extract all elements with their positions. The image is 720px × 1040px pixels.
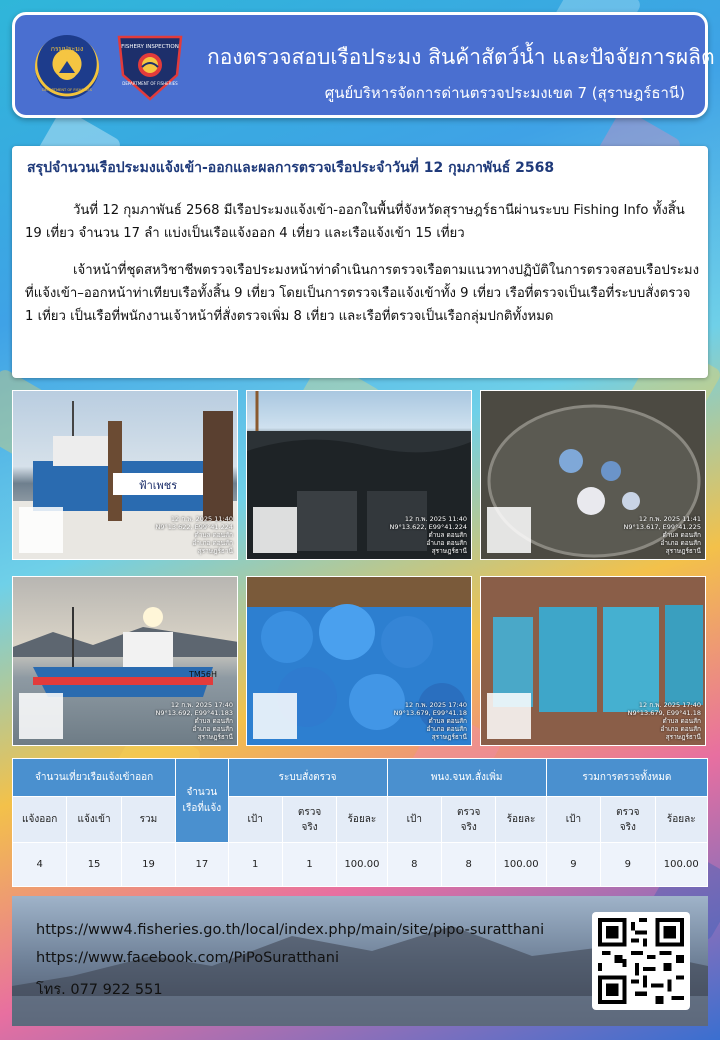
- cell-total-target: 9: [546, 843, 600, 887]
- subheader-in: แจ้งเข้า: [67, 797, 121, 843]
- map-thumbnail: [487, 693, 531, 739]
- photo-gps-stamp: 12 ก.พ. 2025 11:40 N9°13.622, E99°41.224 ตำบล ดอนสัก อำเภอ ดอนสัก สุราษฎร์ธานี: [389, 515, 467, 555]
- cell-in: 15: [67, 843, 121, 887]
- footer-contact-panel: [12, 896, 708, 1026]
- photo-fish-blocks: [480, 576, 706, 746]
- department-of-fisheries-logo: [35, 35, 99, 99]
- subheader-percent: ร้อยละ: [496, 797, 546, 843]
- map-thumbnail: [253, 693, 297, 739]
- summary-paragraph-1: วันที่ 12 กุมภาพันธ์ 2568 มีเรือประมงแจ้งเข้า-ออกในพื้นที่จังหวัดสุราษฎร์ธานีผ่านระบบ Fishing Info ทั้งสิ้น 19 เที่ยว จำนวน 17 ลำ แบ่งเป็นเรือแจ้งออก 4 เที่ยว และเรือแจ้งเข้า 15 เที่ยว: [25, 203, 685, 241]
- map-thumbnail: [487, 507, 531, 553]
- subheader-percent: ร้อยละ: [337, 797, 387, 843]
- photo-boat-sunset: [12, 576, 238, 746]
- page-subtitle: ศูนย์บริหารจัดการด่านตรวจประมงเขต 7 (สุราษฎร์ธานี): [324, 84, 685, 102]
- photo-gps-stamp: 12 ก.พ. 2025 17:40 N9°13.692, E99°41.183 ตำบล ดอนสัก อำเภอ ดอนสัก สุราษฎร์ธานี: [155, 701, 233, 741]
- summary-paragraph-2: เจ้าหน้าที่ชุดสหวิชาชีพตรวจเรือประมงหน้าท่าดำเนินการตรวจเรือตามแนวทางปฏิบัติในการตรวจสอบเรือประมงที่แจ้งเข้า–ออกหน้าท่าเทียบเรือทั้งสิ้น 9 เที่ยว โดยเป็นการตรวจเรือแจ้งเข้าทั้ง 9 เที่ยว เรือที่ตรวจเป็นเรือที่ระบบสั่งตรวจ 1 เที่ยว เป็นเรือที่พนักงานเจ้าหน้าที่สั่งตรวจเพิ่ม 8 เที่ยว และเรือที่ตรวจเป็นเรือกลุ่มปกติทั้งหมด: [25, 263, 700, 324]
- cell-out: 4: [13, 843, 67, 887]
- qr-code[interactable]: [592, 912, 690, 1010]
- map-thumbnail: [19, 693, 63, 739]
- table-row: [13, 843, 708, 887]
- phone-number: โทร. 077 922 551: [36, 982, 163, 998]
- cell-total-actual: 9: [601, 843, 655, 887]
- subheader-target: เป้า: [387, 797, 441, 843]
- boat-name-label: ฟ้าเพชร: [138, 479, 178, 492]
- subheader-actual: ตรวจจริง: [282, 797, 336, 843]
- summary-title: สรุปจำนวนเรือประมงแจ้งเข้า-ออกและผลการตรวจเรือประจำวันที่ 12 กุมภาพันธ์ 2568: [27, 160, 555, 176]
- header-banner: [12, 12, 715, 118]
- cell-system-target: 1: [228, 843, 282, 887]
- page-title: กองตรวจสอบเรือประมง สินค้าสัตว์น้ำ และปัจจัยการผลิต: [207, 45, 715, 69]
- fishery-inspection-logo: [113, 31, 187, 103]
- summary-box: [12, 146, 708, 378]
- website-link[interactable]: https://www4.fisheries.go.th/local/index.php/main/site/pipo-suratthani: [36, 922, 545, 938]
- photo-gps-stamp: 12 ก.พ. 2025 17:40 N9°13.679, E99°41.18 ตำบล ดอนสัก อำเภอ ดอนสัก สุราษฎร์ธานี: [627, 701, 701, 741]
- subheader-target: เป้า: [228, 797, 282, 843]
- cell-system-percent: 100.00: [337, 843, 387, 887]
- header-boats: จำนวนเรือที่แจ้ง: [176, 759, 228, 843]
- photo-gps-stamp: 12 ก.พ. 2025 11:41 N9°13.617, E99°41.225 ตำบล ดอนสัก อำเภอ ดอนสัก สุราษฎร์ธานี: [623, 515, 701, 555]
- boat-number-label: TM56H: [189, 670, 217, 679]
- subheader-target: เป้า: [546, 797, 600, 843]
- photo-blue-bags: [246, 576, 472, 746]
- photo-gps-stamp: 12 ก.พ. 2025 11:40 N9°13.622, E99°41.224 ตำบล ดอนสัก อำเภอ ดอนสัก สุราษฎร์ธานี: [155, 515, 233, 555]
- map-thumbnail: [253, 507, 297, 553]
- map-thumbnail: [19, 507, 63, 553]
- subheader-percent: ร้อยละ: [655, 797, 708, 843]
- logo2-top-label: FISHERY INSPECTION: [121, 44, 179, 50]
- cell-boats: 17: [176, 843, 228, 887]
- cell-staff-percent: 100.00: [496, 843, 546, 887]
- logo2-bottom-label: DEPARTMENT OF FISHERIES: [122, 81, 178, 86]
- subheader-actual: ตรวจจริง: [601, 797, 655, 843]
- photo-crabs-in-net: [480, 390, 706, 560]
- header-total-inspections: รวมการตรวจทั้งหมด: [546, 759, 707, 797]
- cell-sum: 19: [121, 843, 175, 887]
- header-trips: จำนวนเที่ยวเรือแจ้งเข้าออก: [13, 759, 176, 797]
- subheader-sum: รวม: [121, 797, 175, 843]
- subheader-out: แจ้งออก: [13, 797, 67, 843]
- cell-system-actual: 1: [282, 843, 336, 887]
- subheader-actual: ตรวจจริง: [442, 797, 496, 843]
- logo1-label: กรมประมง: [50, 45, 84, 53]
- logo1-bottom-label: DEPARTMENT OF FISHERIES: [42, 88, 92, 92]
- photo-gps-stamp: 12 ก.พ. 2025 17:40 N9°13.679, E99°41.18 ตำบล ดอนสัก อำเภอ ดอนสัก สุราษฎร์ธานี: [393, 701, 467, 741]
- cell-staff-target: 8: [387, 843, 441, 887]
- header-staff-ordered: พนง.จนท.สั่งเพิ่ม: [387, 759, 546, 797]
- inspection-summary-table: [12, 758, 708, 887]
- header-system-ordered: ระบบสั่งตรวจ: [228, 759, 387, 797]
- cell-total-percent: 100.00: [655, 843, 708, 887]
- facebook-link[interactable]: https://www.facebook.com/PiPoSuratthani: [36, 950, 339, 966]
- photo-fishing-nets: [246, 390, 472, 560]
- cell-staff-actual: 8: [442, 843, 496, 887]
- photo-boat-docked: [12, 390, 238, 560]
